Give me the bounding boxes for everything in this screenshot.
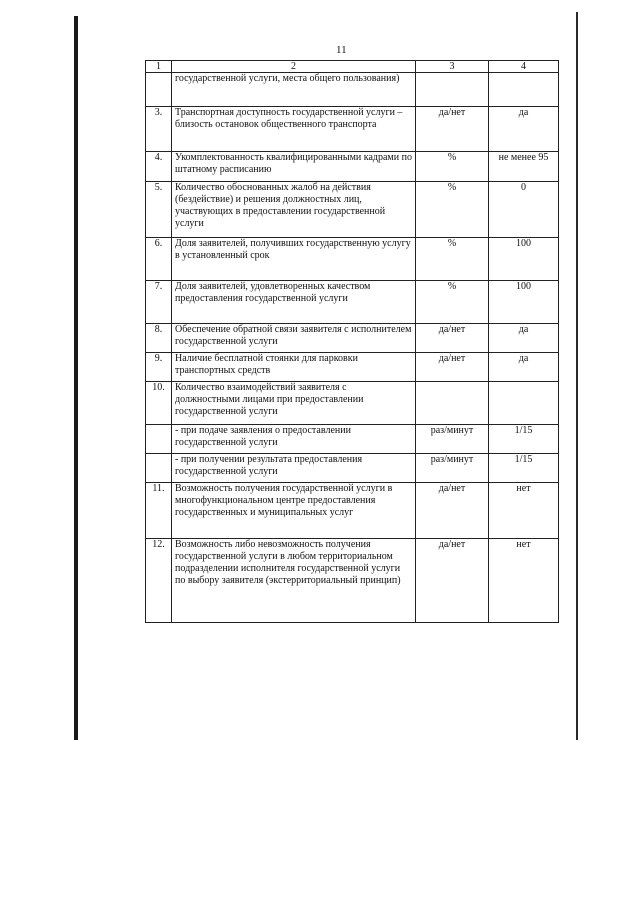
table-row: [146, 73, 559, 107]
scan-border-right: [576, 12, 578, 740]
row-text: Обеспечение обратной связи заявителя с исполнителем государственной услуги: [172, 324, 416, 353]
row-unit: %: [416, 238, 489, 281]
header-col-3: 3: [416, 61, 489, 73]
table-row: [146, 425, 559, 454]
row-text: Транспортная доступность государственной услуги – близость остановок общественного транспорта: [172, 107, 416, 152]
table-row: [146, 324, 559, 353]
row-value: да: [489, 324, 559, 353]
header-col-2: 2: [172, 61, 416, 73]
row-text: Доля заявителей, удовлетворенных качеством предоставления государственной услуги: [172, 281, 416, 324]
row-unit: да/нет: [416, 107, 489, 152]
table-row: [146, 238, 559, 281]
header-col-4: 4: [489, 61, 559, 73]
row-number: 8.: [146, 324, 172, 353]
table-row: [146, 353, 559, 382]
scan-border-left: [74, 16, 78, 740]
row-text: - при подаче заявления о предоставлении государственной услуги: [172, 425, 416, 454]
table-row: [146, 152, 559, 182]
row-unit: [416, 382, 489, 425]
row-unit: да/нет: [416, 324, 489, 353]
row-text: Количество обоснованных жалоб на действия (бездействие) и решения должностных лиц, участвующих в предоставлении государственной услуги: [172, 182, 416, 238]
row-number: [146, 454, 172, 483]
row-value: [489, 73, 559, 107]
row-text: Доля заявителей, получивших государственную услугу в установленный срок: [172, 238, 416, 281]
indicators-table: [145, 60, 559, 623]
row-value: 1/15: [489, 425, 559, 454]
row-value: 100: [489, 238, 559, 281]
row-number: 10.: [146, 382, 172, 425]
page-number: 11: [336, 44, 347, 56]
row-text: Возможность получения государственной услуги в многофункциональном центре предоставления государственных и муниципальных услуг: [172, 483, 416, 539]
row-text: Укомплектованность квалифицированными кадрами по штатному расписанию: [172, 152, 416, 182]
row-value: да: [489, 107, 559, 152]
row-value: 0: [489, 182, 559, 238]
row-number: 12.: [146, 539, 172, 623]
row-unit: да/нет: [416, 353, 489, 382]
row-text: государственной услуги, места общего пользования): [172, 73, 416, 107]
row-unit: %: [416, 182, 489, 238]
row-unit: [416, 73, 489, 107]
table-header-row: [146, 61, 559, 73]
row-number: [146, 73, 172, 107]
table-row: [146, 182, 559, 238]
row-number: 5.: [146, 182, 172, 238]
row-number: 6.: [146, 238, 172, 281]
row-number: 3.: [146, 107, 172, 152]
header-col-1: 1: [146, 61, 172, 73]
table-row: [146, 539, 559, 623]
row-unit: раз/минут: [416, 454, 489, 483]
row-text: Количество взаимодействий заявителя с должностными лицами при предоставлении государственной услуги: [172, 382, 416, 425]
row-value: нет: [489, 539, 559, 623]
row-value: 100: [489, 281, 559, 324]
row-number: 11.: [146, 483, 172, 539]
row-unit: раз/минут: [416, 425, 489, 454]
table-row: [146, 483, 559, 539]
row-unit: %: [416, 152, 489, 182]
row-unit: да/нет: [416, 483, 489, 539]
table-row: [146, 382, 559, 425]
row-value: [489, 382, 559, 425]
row-number: [146, 425, 172, 454]
row-unit: да/нет: [416, 539, 489, 623]
row-value: не менее 95: [489, 152, 559, 182]
row-unit: %: [416, 281, 489, 324]
row-number: 4.: [146, 152, 172, 182]
table-row: [146, 454, 559, 483]
row-text: - при получении результата предоставления государственной услуги: [172, 454, 416, 483]
row-value: да: [489, 353, 559, 382]
table-row: [146, 107, 559, 152]
row-number: 7.: [146, 281, 172, 324]
row-number: 9.: [146, 353, 172, 382]
row-text: Наличие бесплатной стоянки для парковки транспортных средств: [172, 353, 416, 382]
table-row: [146, 281, 559, 324]
row-value: нет: [489, 483, 559, 539]
row-value: 1/15: [489, 454, 559, 483]
row-text: Возможность либо невозможность получения государственной услуги в любом территориальном подразделении исполнителя государственной услуги по выбору заявителя (экстерриториальный принцип): [172, 539, 416, 623]
